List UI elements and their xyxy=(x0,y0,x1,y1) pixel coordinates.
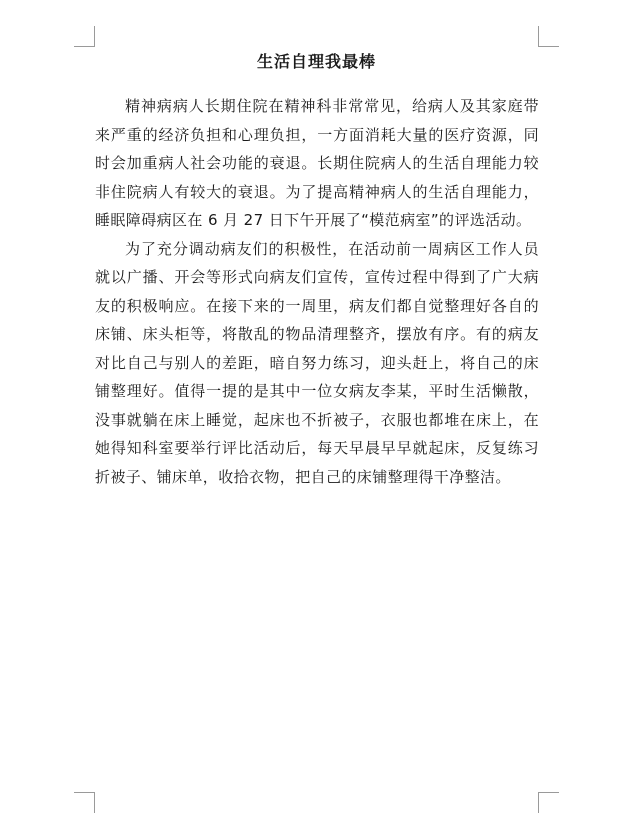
corner-mark-top-right xyxy=(538,26,559,47)
corner-mark-bottom-right xyxy=(538,792,559,813)
paragraph-2: 为了充分调动病友们的积极性，在活动前一周病区工作人员就以广播、开会等形式向病友们宣传，宣传过程中得到了广大病友的积极响应。在接下来的一周里，病友们都自觉整理好各自的床铺、床头柜等，将散乱的物品清理整齐，摆放有序。有的病友对比自己与别人的差距，暗自努力练习，迎头赶上，将自己的床铺整理好。值得一提的是其中一位女病友李某，平时生活懒散，没事就躺在床上睡觉，起床也不折被子，衣服也都堆在床上，在她得知科室要举行评比活动后，每天早晨早早就起床，反复练习折被子、铺床单，收拾衣物，把自己的床铺整理得干净整洁。 xyxy=(95,239,539,486)
corner-mark-top-left xyxy=(74,26,95,47)
corner-mark-bottom-left xyxy=(74,792,95,813)
document-body xyxy=(95,92,539,491)
document-title: 生活自理我最棒 xyxy=(256,52,376,71)
paragraph-1: 精神病病人长期住院在精神科非常常见，给病人及其家庭带来严重的经济负担和心理负担，一方面消耗大量的医疗资源，同时会加重病人社会功能的衰退。长期住院病人的生活自理能力较非住院病人有较大的衰退。为了提高精神病人的生活自理能力，睡眠障碍病区在 6 月 27 日下午开展了“模范病室”的评选活动。 xyxy=(95,97,539,229)
